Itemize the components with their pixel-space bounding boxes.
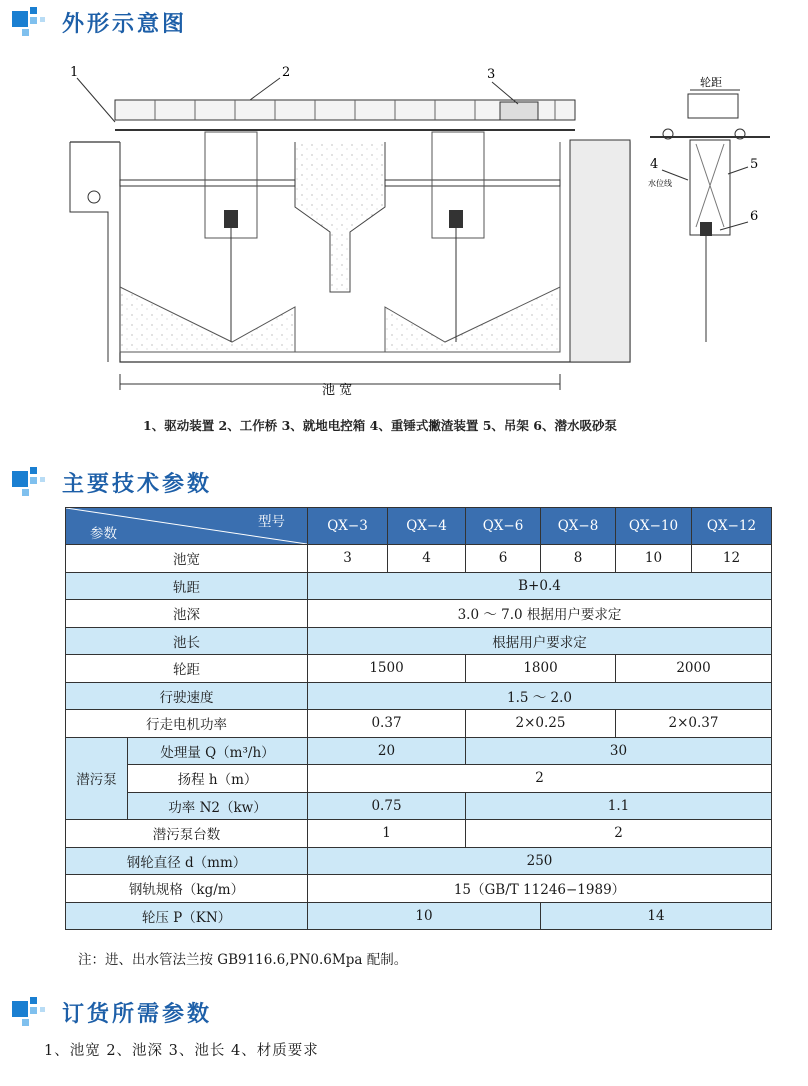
table-row: [66, 902, 772, 930]
model-header: QX−8: [541, 508, 616, 545]
section-title: 外形示意图: [62, 11, 188, 37]
callout-5: 5: [750, 157, 759, 172]
table-note: 注：进、出水管法兰按 GB9116.6,PN0.6Mpa 配制。: [78, 952, 408, 968]
row-label: 池宽: [66, 545, 308, 573]
callout-3: 3: [487, 67, 496, 82]
row-label: 行走电机功率: [66, 710, 308, 738]
callout-6: 6: [750, 209, 759, 224]
row-label: 行驶速度: [66, 682, 308, 710]
model-header: QX−4: [388, 508, 466, 545]
row-label: 轮距: [66, 655, 308, 683]
order-params: 1、池宽 2、池深 3、池长 4、材质要求: [44, 1043, 319, 1059]
table-cell: 2: [308, 765, 772, 793]
section-title: 订货所需参数: [62, 1001, 213, 1027]
table-row: [66, 600, 772, 628]
equipment-drawing: [60, 62, 780, 402]
table-row: [66, 627, 772, 655]
row-label: 潜污泵台数: [66, 820, 308, 848]
section-title: 主要技术参数: [62, 471, 213, 497]
table-cell: 10: [616, 545, 692, 573]
table-cell: 2: [466, 820, 772, 848]
wheel-base-label: 轮距: [700, 76, 722, 89]
table-cell: 2000: [616, 655, 772, 683]
table-cell: 3.0 ～ 7.0 根据用户要求定: [308, 600, 772, 628]
row-label: 功率 N2（kw）: [128, 792, 308, 820]
row-label: 池长: [66, 627, 308, 655]
corner-cell: [66, 508, 308, 545]
table-row: [66, 572, 772, 600]
table-cell: 6: [466, 545, 541, 573]
model-header: QX−12: [692, 508, 772, 545]
callout-4: 4: [650, 157, 659, 172]
section-header-order: [12, 996, 212, 1028]
row-label: 池深: [66, 600, 308, 628]
table-cell: 20: [308, 737, 466, 765]
pool-width-label: 池 宽: [322, 383, 353, 398]
row-label: 钢轮直径 d（mm）: [66, 847, 308, 875]
table-row: [66, 682, 772, 710]
table-row: [66, 737, 772, 765]
table-cell: 根据用户要求定: [308, 627, 772, 655]
table-cell: 8: [541, 545, 616, 573]
section-header-appearance: [12, 6, 187, 38]
table-row: [66, 875, 772, 903]
row-label: 轨距: [66, 572, 308, 600]
table-cell: 0.37: [308, 710, 466, 738]
table-cell: 2×0.37: [616, 710, 772, 738]
model-header: QX−10: [616, 508, 692, 545]
section-header-specs: [12, 466, 212, 498]
table-cell: 15（GB/T 11246−1989）: [308, 875, 772, 903]
table-cell: 10: [308, 902, 541, 930]
table-cell: 1: [308, 820, 466, 848]
callout-1: 1: [70, 65, 79, 80]
spec-table: [65, 507, 772, 930]
table-cell: 2×0.25: [466, 710, 616, 738]
table-cell: 14: [541, 902, 772, 930]
table-cell: B+0.4: [308, 572, 772, 600]
table-row: [66, 710, 772, 738]
table-cell: 1500: [308, 655, 466, 683]
table-row: [66, 847, 772, 875]
table-row: [66, 655, 772, 683]
pump-group-label: 潜污泵: [66, 737, 128, 820]
row-label: 轮压 P（KN）: [66, 902, 308, 930]
table-cell: 250: [308, 847, 772, 875]
table-cell: 0.75: [308, 792, 466, 820]
table-row: [66, 545, 772, 573]
model-header: QX−3: [308, 508, 388, 545]
table-cell: 30: [466, 737, 772, 765]
table-cell: 1800: [466, 655, 616, 683]
table-cell: 1.1: [466, 792, 772, 820]
squares-icon: [12, 997, 48, 1027]
table-row: [66, 792, 772, 820]
table-cell: 4: [388, 545, 466, 573]
row-label: 钢轨规格（kg/m）: [66, 875, 308, 903]
callout-2: 2: [282, 65, 291, 80]
drawing-legend: 1、驱动装置 2、工作桥 3、就地电控箱 4、重锤式撇渣装置 5、吊架 6、潜水吸砂泵: [143, 418, 617, 433]
row-label: 扬程 h（m）: [128, 765, 308, 793]
table-cell: 1.5 ～ 2.0: [308, 682, 772, 710]
corner-param-label: 参数: [90, 526, 117, 542]
table-header-row: [66, 508, 772, 545]
squares-icon: [12, 467, 48, 497]
table-row: [66, 820, 772, 848]
table-row: [66, 765, 772, 793]
row-label: 处理量 Q（m³/h）: [128, 737, 308, 765]
corner-model-label: 型号: [258, 514, 285, 530]
model-header: QX−6: [466, 508, 541, 545]
squares-icon: [12, 7, 48, 37]
table-cell: 12: [692, 545, 772, 573]
float-label: 水位线: [648, 179, 672, 188]
table-cell: 3: [308, 545, 388, 573]
